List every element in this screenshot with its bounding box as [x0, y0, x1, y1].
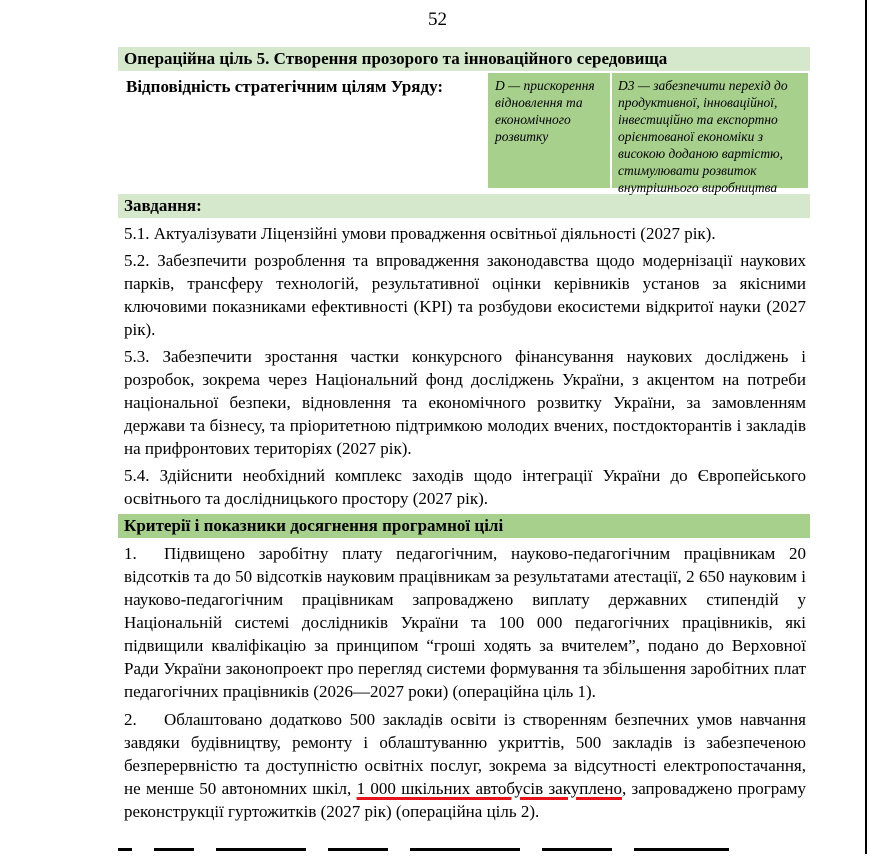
alignment-label: Відповідність стратегічним цілям Уряду: — [126, 77, 444, 96]
page-number: 52 — [428, 9, 447, 30]
page-edge — [865, 0, 867, 854]
criteria-number: 2. — [124, 710, 137, 729]
criteria-text: Облаштовано додатково 500 закладів освіти із створенням безпечних умов навчання завдяки будівництву, ремонту і облаштуванню укриттів, 500 закладів із забезпеченою безперервністю та доступністю освітніх послуг, зокрема за відсутності електропостачання, не менше 50 автономних шкіл, — [124, 710, 806, 798]
task-item: 5.2. Забезпечити розроблення та впровадження законодавства щодо модернізації наукових парків, трансферу технологій, результативної оцінки керівників установ за якісними ключовими показниками ефективності (KPI) та розбудови екосистеми відкритої науки (2027 рік). — [124, 251, 806, 339]
task-item: 5.1. Актуалізувати Ліцензійні умови провадження освітньої діяльності (2027 рік). — [124, 224, 716, 243]
tasks-list — [118, 222, 810, 510]
criteria-item — [118, 542, 810, 703]
task-item: 5.4. Здійснити необхідний комплекс заходів щодо інтеграції України до Європейського освітнього та дослідницького простору (2027 рік). — [124, 466, 806, 508]
cutoff-text-line — [118, 848, 798, 856]
criteria-text: Підвищено заробітну плату педагогічним, науково-педагогічним працівникам 20 відсотків та до 50 відсотків науковим працівникам за результатами атестації, 2 650 науковим і науково-педагогічним працівникам запроваджено виплату державних стипендій у Національній системі дослідників України та 100 000 педагогічних працівників, які підвищили кваліфікацію за принципом “гроші ходять за вчителем”, подано до Верховної Ради України законопроект про перегляд системи формування та збільшення заробітних плат педагогічних працівників (2026—2027 роки) (операційна ціль 1). — [124, 544, 806, 701]
alignment-row — [118, 73, 810, 195]
document-content — [118, 47, 810, 828]
task-item: 5.3. Забезпечити зростання частки конкурсного фінансування наукових досліджень і розробок, зокрема через Національний фонд досліджень України, з акцентом на потреби національної безпеки, відновлення та економічного розвитку України, за замовленням держави та бізнесу, та пріоритетною підтримкою молодих вчених, постдокторантів і закладів на прифронтових територіях (2027 рік). — [124, 347, 806, 458]
tasks-heading: Завдання: — [118, 194, 810, 218]
section-title: Операційна ціль 5. Створення прозорого та інноваційного середовища — [118, 47, 810, 71]
goal-d-cell: D — прискорення відновлення та економічного розвитку — [488, 73, 610, 188]
goal-d3-cell: D3 — забезпечити перехід до продуктивної, інноваційної, інвестиційно та експортно орієнтованої економіки з високою доданою вартістю, стимулювати розвиток внутрішнього виробництва — [612, 73, 808, 188]
criteria-number: 1. — [124, 544, 137, 563]
criteria-heading: Критерії і показники досягнення програмної цілі — [118, 514, 810, 538]
criteria-item — [118, 708, 810, 823]
highlighted-phrase: 1 000 шкільних автобусів закуплено — [356, 779, 622, 798]
criteria-text-after: , запроваджено програму реконструкції гуртожитків (2027 рік) (операційна ціль 2). — [124, 779, 806, 821]
criteria-list — [118, 542, 810, 823]
